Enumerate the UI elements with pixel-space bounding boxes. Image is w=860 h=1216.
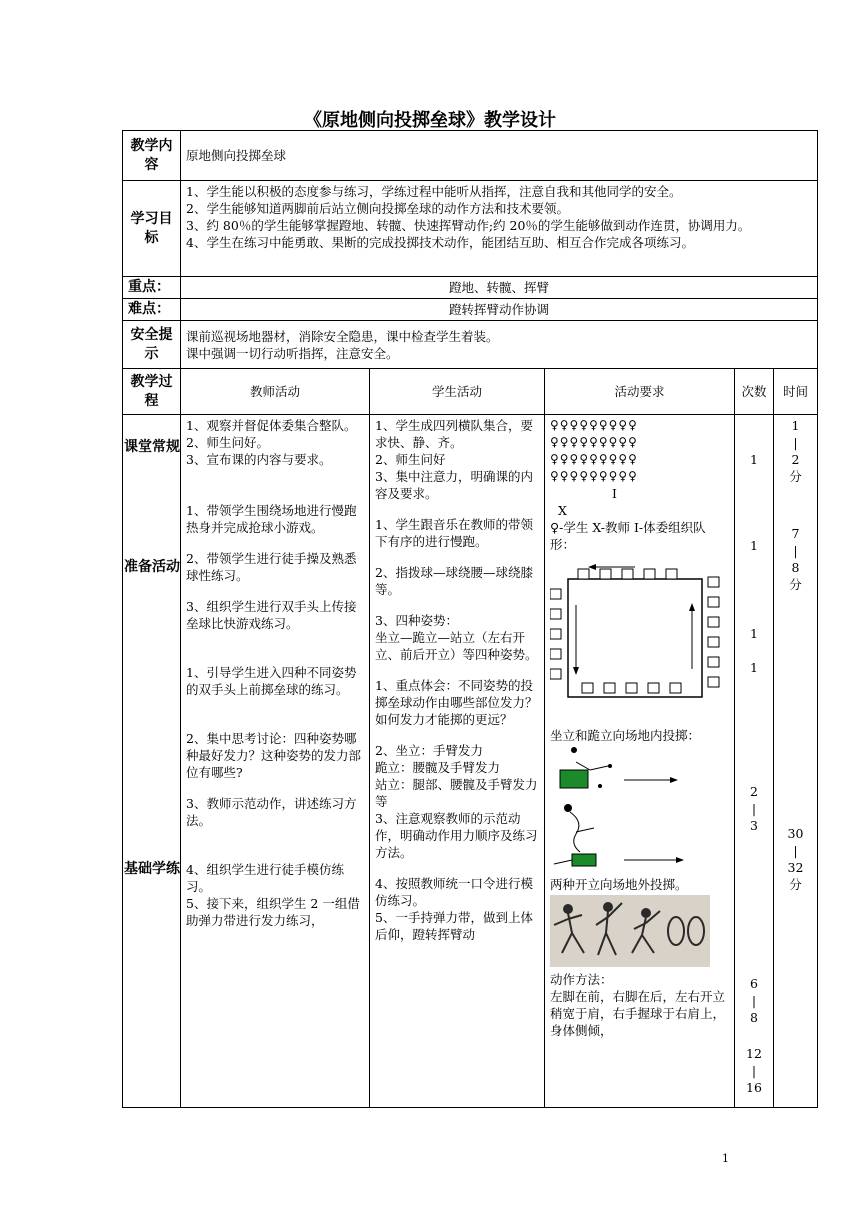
count-column [735, 415, 774, 1108]
teacher-mark: X [558, 503, 567, 518]
safety-label: 安全提示 [123, 321, 181, 369]
col-student: 学生活动 [370, 369, 545, 415]
difficulty-label: 难点： [123, 299, 181, 321]
goal-item: 1、学生能以积极的态度参与练习，学练过程中能听从指挥，注意自我和其他同学的安全。 [186, 184, 682, 199]
count-value: 6 | 8 [750, 976, 758, 1025]
safety-list [181, 321, 818, 369]
col-count: 次数 [735, 369, 774, 415]
goal-item: 2、学生能够知道两脚前后站立侧向投掷垒球的动作方法和技术要领。 [186, 201, 569, 216]
time-value: 7 | 8 分 [789, 526, 802, 592]
student-item: 5、一手持弹力带，做到上体后仰，蹬转挥臂动 [375, 910, 533, 942]
phase-warmup: 准备活动 [124, 559, 180, 575]
content-value: 原地侧向投掷垒球 [181, 131, 818, 181]
difficulty-value: 蹬转挥臂动作协调 [181, 299, 818, 321]
method-title: 动作方法： [550, 972, 613, 987]
student-item: 3、注意观察教师的示范动作，明确动作用力顺序及练习方法。 [375, 811, 538, 860]
teacher-item: 2、集中思考讨论：四种姿势哪种最好发力？这种姿势的发力部位有哪些? [186, 731, 362, 780]
throw-figure-diagram [550, 744, 728, 876]
safety-item: 课中强调一切行动听指挥，注意安全。 [186, 345, 399, 361]
phase-practice: 基础学练 [124, 861, 180, 877]
demo-photo [550, 895, 710, 967]
student-item: 2、坐立：手臂发力 [375, 743, 483, 758]
student-item: 1、重点体会：不同姿势的投掷垒球动作由哪些部位发力？如何发力才能掷的更远？ [375, 678, 538, 727]
teacher-item: 1、带领学生围绕场地进行慢跑热身并完成抢球小游戏。 [186, 503, 357, 535]
requirements [545, 415, 735, 1108]
process-label: 教学过程 [123, 369, 181, 415]
count-value: 1 [750, 660, 758, 675]
time-column [774, 415, 818, 1108]
student-item: 坐立—跪立—站立（左右开立、前后开立）等四种姿势。 [375, 630, 538, 662]
formation-row: ♀♀♀♀♀♀♀♀♀ [550, 418, 638, 432]
count-value: 1 [750, 626, 758, 641]
student-item: 跪立：腰髋及手臂发力 [375, 760, 501, 775]
student-item: 2、师生问好 [375, 452, 446, 467]
col-requirements: 活动要求 [545, 369, 735, 415]
method-text: 左脚在前，右脚在后，左右开立稍宽于肩，右手握球于右肩上，身体侧倾， [550, 989, 726, 1038]
student-item: 站立：腿部、腰髋及手臂发力等 [375, 777, 538, 809]
count-value: 2 | 3 [750, 784, 758, 833]
monitor-mark: I [612, 486, 617, 501]
formation-row: ♀♀♀♀♀♀♀♀♀ [550, 469, 638, 483]
teacher-item: 1、引导学生进入四种不同姿势的双手头上前掷垒球的练习。 [186, 665, 357, 697]
document-title: 《原地侧向投掷垒球》教学设计 [304, 110, 556, 131]
teacher-item: 3、教师示范动作，讲述练习方法。 [186, 796, 357, 828]
page-number: 1 [722, 1152, 729, 1165]
teacher-activities [181, 415, 370, 1108]
lesson-plan-table [122, 130, 818, 1108]
phase-column [123, 415, 181, 1108]
time-value: 1 | 2 分 [789, 418, 802, 484]
goals-list [181, 181, 818, 277]
key-value: 蹬地、转髋、挥臂 [181, 277, 818, 299]
goal-item: 3、约 80％的学生能够掌握蹬地、转髋、快速挥臂动作;约 20％的学生能够做到动作连贯，协调用力。 [186, 218, 751, 233]
teacher-item: 1、观察并督促体委集合整队。 [186, 418, 357, 433]
key-label: 重点： [123, 277, 181, 299]
sit-kneel-note: 坐立和跪立向场地内投掷： [550, 728, 701, 743]
teacher-item: 2、师生问好。 [186, 435, 269, 450]
teacher-item: 4、组织学生进行徒手模仿练习。 [186, 862, 344, 894]
col-time: 时间 [774, 369, 818, 415]
standing-note: 两种开立向场地外投掷。 [550, 877, 688, 892]
student-item: 1、学生成四列横队集合，要求快、静、齐。 [375, 418, 533, 450]
content-label: 教学内容 [123, 131, 181, 181]
track-diagram [550, 559, 728, 709]
teacher-item: 2、带领学生进行徒手操及熟悉球性练习。 [186, 551, 357, 583]
teacher-item: 3、组织学生进行双手头上传接垒球比快游戏练习。 [186, 599, 357, 631]
student-item: 3、四种姿势： [375, 613, 458, 628]
phase-routine: 课堂常规 [124, 439, 180, 455]
student-activities [370, 415, 545, 1108]
goals-label: 学习目标 [123, 181, 181, 277]
student-item: 4、按照教师统一口令进行模仿练习。 [375, 876, 533, 908]
teacher-item: 3、宣布课的内容与要求。 [186, 452, 332, 467]
teacher-item: 5、接下来，组织学生 2 一组借助弹力带进行发力练习， [186, 896, 360, 928]
safety-item: 课前巡视场地器材，消除安全隐患，课中检查学生着装。 [186, 328, 499, 344]
student-item: 2、指拨球—球绕腰—球绕膝等。 [375, 565, 533, 597]
goal-item: 4、学生在练习中能勇敢、果断的完成投掷技术动作，能团结互助、相互合作完成各项练习。 [186, 235, 694, 250]
count-value: 1 [750, 452, 758, 467]
col-teacher: 教师活动 [181, 369, 370, 415]
formation-row: ♀♀♀♀♀♀♀♀♀ [550, 452, 638, 466]
formation-row: ♀♀♀♀♀♀♀♀♀ [550, 435, 638, 449]
formation-legend: ♀-学生 X-教师 I-体委组织队形： [550, 520, 706, 552]
count-value: 12 | 16 [746, 1046, 762, 1095]
time-value: 30 | 32 分 [787, 826, 804, 892]
student-item: 3、集中注意力，明确课的内容及要求。 [375, 469, 533, 501]
count-value: 1 [750, 538, 758, 553]
student-item: 1、学生跟音乐在教师的带领下有序的进行慢跑。 [375, 517, 533, 549]
